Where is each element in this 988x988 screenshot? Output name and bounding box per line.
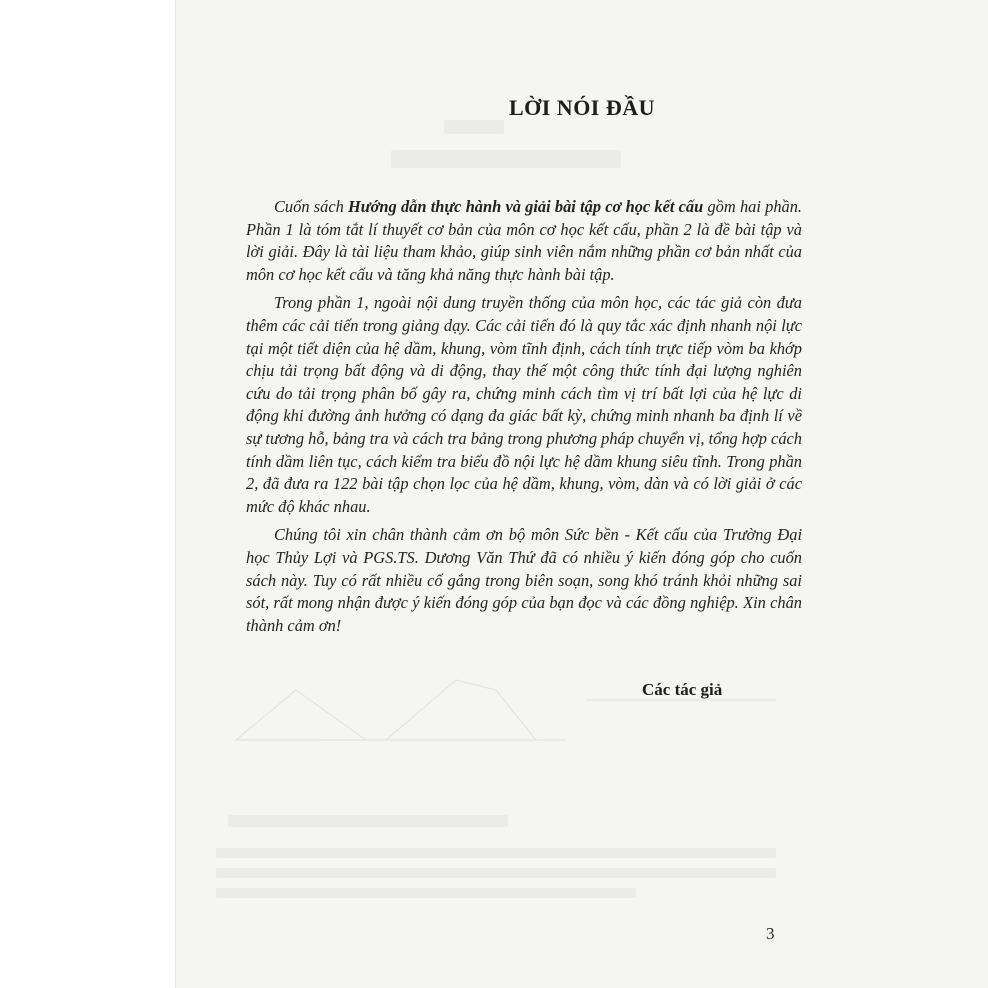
paragraph-1 [246,196,802,286]
preface-body [246,196,802,643]
paragraph-1-end: gồm hai phần. Phần 1 là tóm tắt lí thuyết cơ bản của môn cơ học kết cấu, phần 2 là đề bài tập và lời giải. Đây là tài liệu tham khảo, giúp sinh viên nắm những phần cơ bản nhất của môn cơ học kết cấu và tăng khả năng thực hành bài tập. [246,197,803,284]
page-title: LỜI NÓI ĐẦU [508,95,656,120]
book-page [176,0,988,988]
paragraph-2: Trong phần 1, ngoài nội dung truyền thống của môn học, các tác giả còn đưa thêm các cải tiến trong giảng dạy. Các cải tiến đó là quy tắc xác định nhanh nội lực tại một tiết diện của hệ dầm, khung, vòm tĩnh định, cách tính trực tiếp vòm ba khớp chịu tải trọng bất động và di động, thay thế một công thức tính đại lượng nghiên cứu do tải trọng phân bố gây ra, chứng minh cách tìm vị trí bất lợi của hệ lực di động khi đường ảnh hưởng có dạng đa giác bất kỳ, chứng minh nhanh ba định lí về sự tương hỗ, bảng tra và cách tra bảng trong phương pháp chuyển vị, tổng hợp cách tính dầm liên tục, cách kiểm tra biểu đồ nội lực hệ dầm khung siêu tĩnh. Trong phần 2, đã đưa ra 122 bài tập chọn lọc của hệ dầm, khung, vòm, dàn và có lời giải ở các mức độ khác nhau. [246,293,802,516]
authors-signature: Các tác giả [642,680,723,699]
paragraph-3: Chúng tôi xin chân thành cảm ơn bộ môn Sức bền - Kết cấu của Trường Đại học Thủy Lợi và PGS.TS. Dương Văn Thứ đã có nhiều ý kiến đóng góp cho cuốn sách này. Tuy có rất nhiều cố gắng trong biên soạn, song khó tránh khỏi những sai sót, rất mong nhận được ý kiến đóng góp của bạn đọc và các đồng nghiệp. Xin chân thành cảm ơn! [246,525,802,635]
paragraph-1-start: Cuốn sách [274,197,349,216]
book-title-emphasis: Hướng dẫn thực hành và giải bài tập cơ học kết cấu [348,197,704,216]
page-number: 3 [766,924,775,943]
